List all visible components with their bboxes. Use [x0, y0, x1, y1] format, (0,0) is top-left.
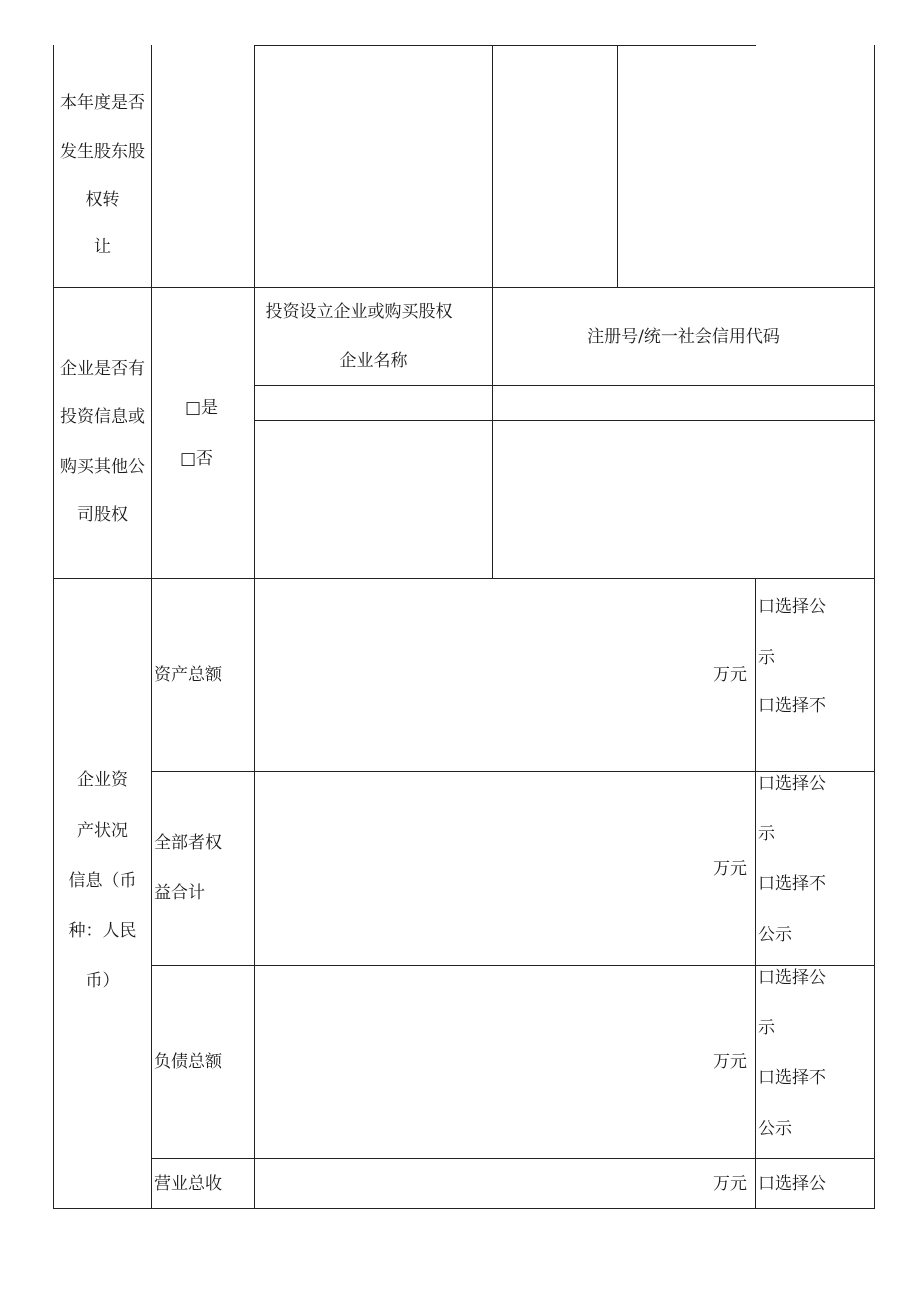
grid-line	[53, 287, 875, 288]
equity-transfer-input-cell[interactable]	[152, 46, 254, 287]
investment-name-input[interactable]	[255, 421, 492, 578]
option-no-checkbox[interactable]: □否	[180, 449, 214, 469]
equity-transfer-label-line: 让	[94, 237, 111, 257]
total-revenue-label: 营业总收	[154, 1174, 222, 1194]
publish-choice-line[interactable]: 口选择公	[758, 968, 826, 988]
investment-name-header: 投资设立企业或购买股权	[265, 302, 453, 322]
total-assets-label: 资产总额	[154, 665, 222, 685]
publish-choice-line[interactable]: 口选择公	[758, 597, 826, 617]
publish-choice-line: 示	[758, 648, 775, 668]
equity-total-unit: 万元	[713, 859, 747, 879]
publish-choice-line: 公示	[758, 1119, 792, 1139]
total-revenue-input[interactable]	[255, 1159, 755, 1208]
option-yes-checkbox[interactable]: □是	[185, 398, 219, 418]
investment-code-header: 注册号/统一社会信用代码	[587, 327, 780, 347]
investment-name-input[interactable]	[255, 386, 492, 420]
investment-label-line: 购买其他公	[60, 457, 145, 477]
equity-transfer-detail-cell[interactable]	[493, 46, 617, 287]
equity-transfer-detail-cell[interactable]	[618, 46, 874, 287]
total-assets-unit: 万元	[713, 665, 747, 685]
publish-choice-line: 公示	[758, 925, 792, 945]
grid-line	[53, 45, 54, 1209]
grid-line	[755, 578, 756, 1209]
publish-choice-line[interactable]: 口选择公	[758, 1174, 826, 1194]
publish-choice-line[interactable]: 口选择不	[758, 874, 826, 894]
assets-label-line: 币）	[85, 971, 120, 991]
publish-choice-line: 示	[758, 1018, 775, 1038]
equity-transfer-label-line: 权转	[85, 190, 120, 210]
total-revenue-unit: 万元	[713, 1174, 747, 1194]
equity-total-label: 全部者权	[154, 833, 222, 853]
equity-transfer-label-line: 本年度是否	[60, 93, 145, 113]
assets-label-line: 企业资	[77, 770, 128, 790]
total-liabilities-unit: 万元	[713, 1052, 747, 1072]
investment-label-line: 投资信息或	[60, 407, 145, 427]
investment-code-input[interactable]	[493, 421, 874, 578]
publish-choice-line[interactable]: 口选择公	[758, 774, 826, 794]
equity-transfer-label-line: 发生股东股	[60, 142, 145, 162]
publish-choice-line[interactable]: 口选择不	[758, 1068, 826, 1088]
grid-line	[874, 45, 875, 1209]
total-assets-input[interactable]	[255, 579, 755, 771]
investment-label-line: 司股权	[77, 505, 128, 525]
equity-total-label: 益合计	[154, 883, 205, 903]
investment-label-line: 企业是否有	[60, 359, 145, 379]
investment-code-input[interactable]	[493, 386, 874, 420]
publish-choice-line[interactable]: 口选择不	[758, 696, 826, 716]
equity-transfer-detail-cell[interactable]	[255, 46, 492, 287]
assets-label-line: 种：人民	[68, 921, 137, 941]
grid-line	[53, 1208, 875, 1209]
investment-name-header: 企业名称	[339, 351, 408, 371]
total-liabilities-label: 负债总额	[154, 1052, 222, 1072]
publish-choice-line: 示	[758, 824, 775, 844]
assets-label-line: 产状况	[77, 821, 128, 841]
total-liabilities-input[interactable]	[255, 966, 755, 1158]
assets-label-line: 信息（币	[68, 871, 137, 891]
equity-total-input[interactable]	[255, 772, 755, 965]
